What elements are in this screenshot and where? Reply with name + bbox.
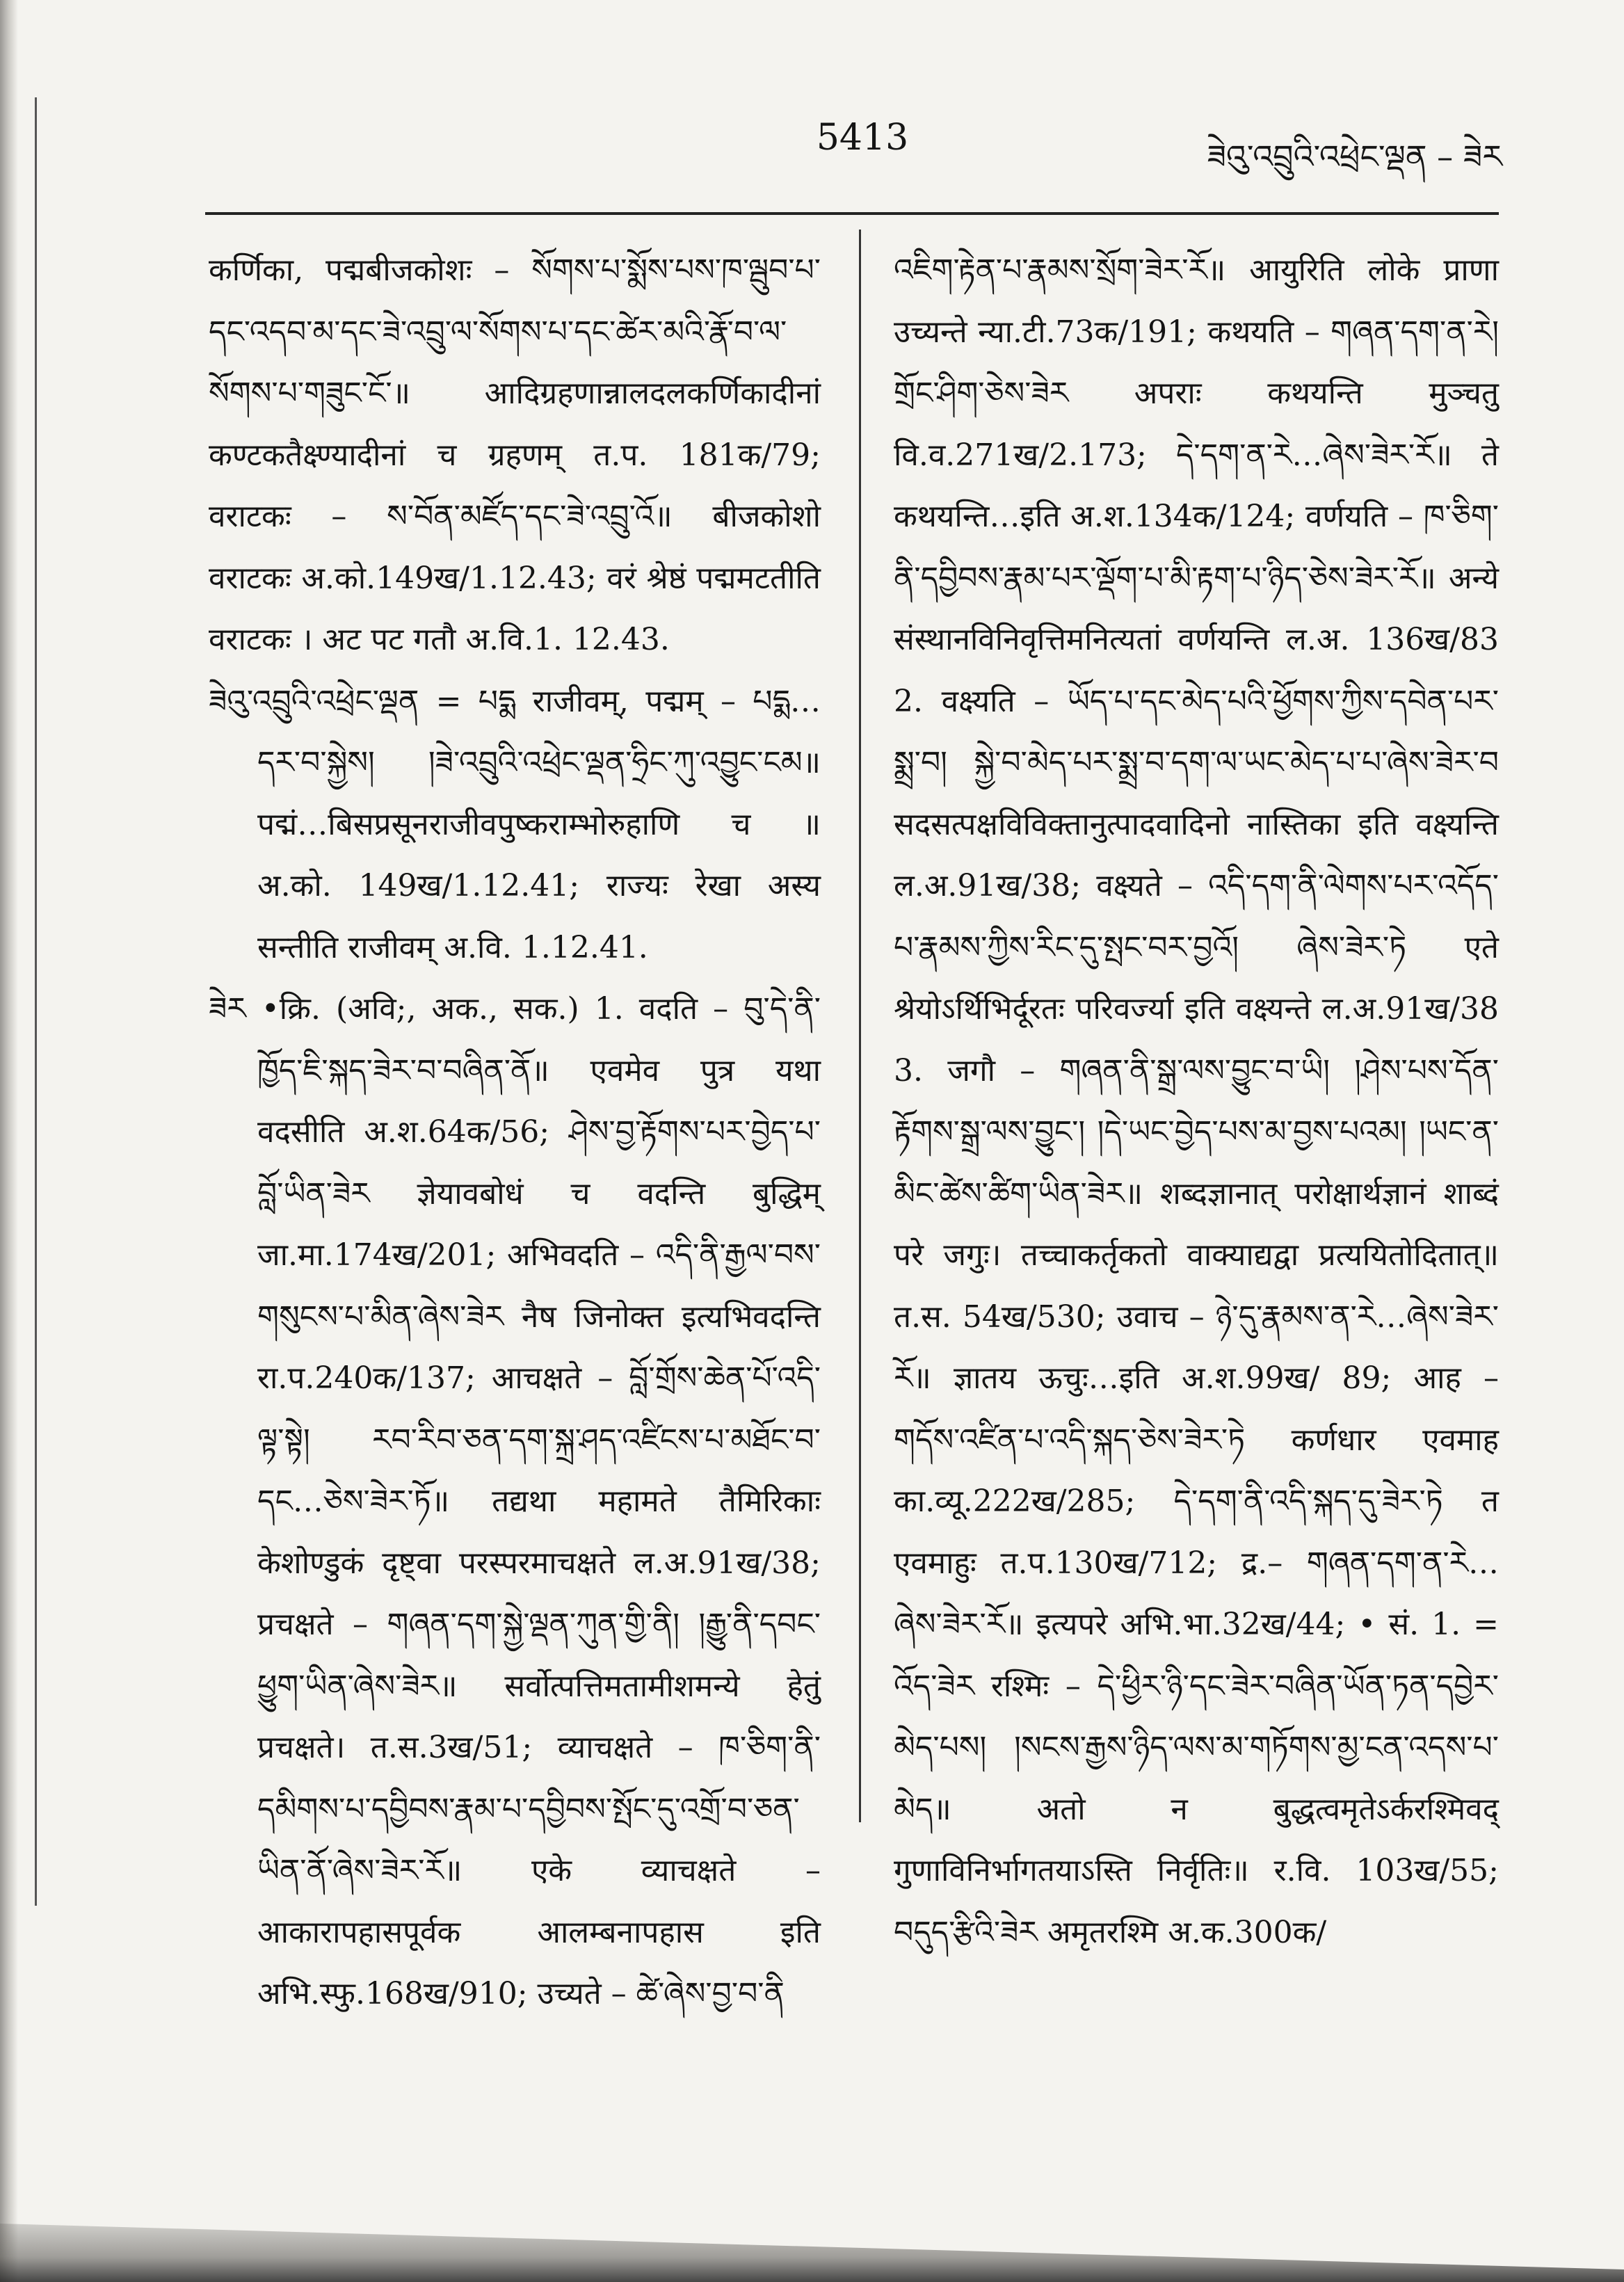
header-rule [205,212,1499,215]
entry-zer-continuation: འཇིག་རྟེན་པ་རྣམས་སྲོག་ཟེར་རོ॥ आयुरिति लोके प्राणा उच्यन्ते न्या.टी.73क/191; कथयति – གཞན་དག་ན་རེ། གྲོང་ཤིག་ཅེས་ཟེར अपराः कथयन्ति मुञ्चतु वि.व.271ख/2.173; དེ་དག་ན་རེ…ཞེས་ཟེར་རོ॥ ते कथयन्ति…इति अ.श.134क/124; वर्णयति – ཁ་ཅིག་ནི་དབྱིབས་རྣམ་པར་ལྡོག་པ་མི་རྟག་པ་ཉིད་ཅེས་ཟེར་རོ॥ अन्ये संस्थानविनिवृत्तिमनित्यतां वर्णयन्ति ल.अ. 136ख/83 2. वक्ष्यति – ཡོད་པ་དང་མེད་པའི་ཕྱོགས་ཀྱིས་དབེན་པར་སྨྲ་བ། སྐྱེ་བ་མེད་པར་སྨྲ་བ་དག་ལ་ཡང་མེད་པ་པ་ཞེས་ཟེར་བ सदसत्पक्षविविक्तानुत्पादवादिनो नास्तिका इति वक्ष्यन्ति ल.अ.91ख/38; वक्ष्यते – འདི་དག་ནི་ལེགས་པར་འདོད་པ་རྣམས་ཀྱིས་རིང་དུ་སྤང་བར་བྱའོ། ཞེས་ཟེར་ཏེ एते श्रेयोऽर्थिभिर्दूरतः परिवर्ज्या इति वक्ष्यन्ते ल.अ.91ख/38 3. जगौ – གཞན་ནི་སྒྲ་ལས་བྱུང་བ་ཡི། །ཤེས་པས་དོན་རྟོགས་སྒྲ་ལས་བྱུང་། །དེ་ཡང་བྱེད་པས་མ་བྱས་པའམ། །ཡང་ན་མིང་ཚེས་ཚིག་ཡིན་ཟེར॥ शब्दज्ञानात् परोक्षार्थज्ञानं शाब्दं परे जगुः। तच्चाकर्तृकतो वाक्याद्यद्वा प्रत्ययितोदितात्॥ त.स. 54ख/530; उवाच – ཉེ་དུ་རྣམས་ན་རེ…ཞེས་ཟེར་རོ॥ ज्ञातय ऊचुः…इति अ.श.99ख/ 89; आह – གདོས་འཛིན་པ་འདི་སྐད་ཅེས་ཟེར་ཏེ कर्णधार एवमाह का.व्यू.222ख/285; དེ་དག་ནི་འདི་སྐད་དུ་ཟེར་ཏེ त एवमाहुः त.प.130ख/712; द्र.– གཞན་དག་ན་རེ…ཞེས་ཟེར་རོ॥ इत्यपरे अभि.भा.32ख/44; • सं. 1. = འོད་ཟེར रश्मिः – དེ་ཕྱིར་ཉི་དང་ཟེར་བཞིན་ཡོན་ཏན་དབྱེར་མེད་པས། །སངས་རྒྱས་ཉིད་ལས་མ་གཏོགས་མྱ་ངན་འདས་པ་མེད॥ अतो न बुद्धत्वमृतेऽर्करश्मिवद् गुणाविनिर्भागतयाऽस्ति निर्वृतिः॥ र.वि. 103ख/55; བདུད་རྩིའི་ཟེར अमृतरश्मि अ.क.300क/ [894,252,1499,1950]
page-number: 5413 [816,117,909,159]
running-head: ཟེའུ་འབྲུའི་འཕྲེང་ལྡན – ཟེར [1207,138,1502,175]
scan-shadow [0,2199,1624,2282]
scan-edge [0,0,18,2282]
entry-karnika-continuation: कर्णिका, पद्मबीजकोशः – སོགས་པ་སྨོས་པས་ཁ་ལྦུབ་པ་དང་འདབ་མ་དང་ཟེ་འབྲུ་ལ་སོགས་པ་དང་ཚེར་མའི་རྣོ་བ་ལ་སོགས་པ་གཟུང་ངོ་॥ आदिग्रहणान्नालदलकर्णिकादीनां कण्टकतैक्ष्ण्यादीनां च ग्रहणम् त.प. 181क/79; वराटकः – ས་བོན་མཛོད་དང་ཟེ་འབྲུ་འོ॥ बीजकोशो वराटकः अ.को.149ख/1.12.43; वरं श्रेष्ठं पद्ममटतीति वराटकः । अट पट गतौ अ.वि.1. 12.43. [209,252,821,657]
left-column [209,240,821,2011]
right-column [894,240,1499,1950]
column-divider [859,230,861,1822]
entry-rajivam: ཟེའུ་འབྲུའི་འཕྲེང་ལྡན = པདྨ राजीवम्, पद्मम् – པདྨ…དར་བ་སྐྱེས། །ཟེ་འབྲུའི་འཕྲེང་ལྡན་ཧྲིང་ཀུ་འབྱུང་ངམ॥ पद्मं…बिसप्रसूनराजीवपुष्कराम्भोरुहाणि च ॥ अ.को. 149ख/1.12.41; राज्यः रेखा अस्य सन्तीति राजीवम् अ.वि. 1.12.41. [209,683,821,965]
entry-zer: ཟེར •क्रि. (अवि;, अक., सक.) 1. वदति – བུ་དེ་ནི་ཁྱོད་ཇི་སྐད་ཟེར་བ་བཞིན་ནོ॥ एवमेव पुत्र यथा वदसीति अ.श.64क/56; ཤེས་བྱ་རྟོགས་པར་བྱེད་པ་བློ་ཡིན་ཟེར ज्ञेयावबोधं च वदन्ति बुद्धिम् जा.मा.174ख/201; अभिवदति – འདི་ནི་རྒྱལ་བས་གསུངས་པ་མིན་ཞེས་ཟེར नैष जिनोक्त इत्यभिवदन्ति रा.प.240क/137; आचक्षते – བློ་གྲོས་ཆེན་པོ་འདི་ལྟ་སྟེ། རབ་རིབ་ཅན་དག་སྐྲ་ཤད་འཛིངས་པ་མཐོང་བ་དང…ཅེས་ཟེར་ཏོ॥ तद्यथा महामते तैमिरिकाः केशोण्डुकं दृष्ट्वा परस्परमाचक्षते ल.अ.91ख/38; प्रचक्षते – གཞན་དག་སྐྱེ་ལྡན་ཀུན་གྱི་ནི། །རྒྱུ་ནི་དབང་ཕྱུག་ཡིན་ཞེས་ཟེར॥ सर्वोत्पत्तिमतामीशमन्ये हेतुं प्रचक्षते। त.स.3ख/51; व्याचक्षते – ཁ་ཅིག་ནི་དམིགས་པ་དབྱིབས་རྣམ་པ་དབྱིབས་སྤོང་དུ་འགྲོ་བ་ཅན་ཡིན་ནོ་ཞེས་ཟེར་རོ॥ एके व्याचक्षते – आकारापहासपूर्वक आलम्बनापहास इति अभि.स्फु.168ख/910; उच्यते – ཚེ་ཞེས་བྱ་བ་ནི [209,991,821,2011]
margin-rule [35,97,37,1906]
